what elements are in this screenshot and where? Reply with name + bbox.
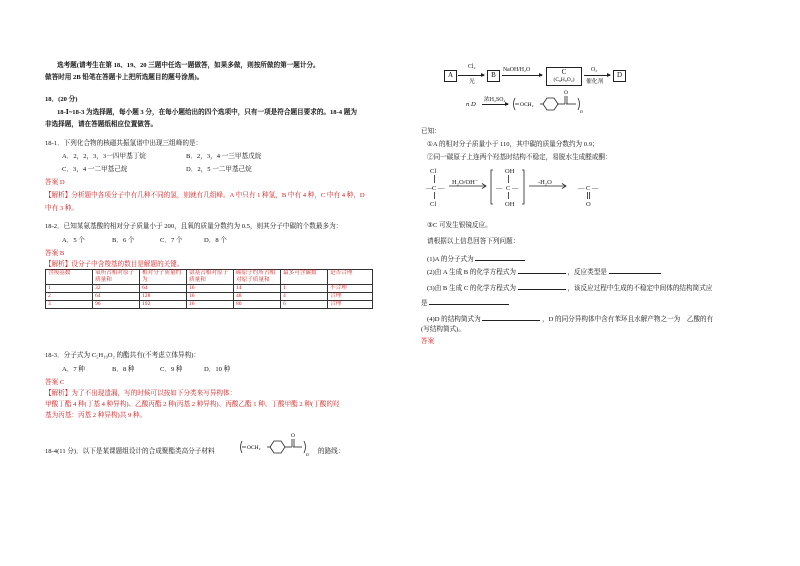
q18-3-stem: 18-3．分子式为 C₅H₁₀O₂ 的酯共有(不考虑立体异构)： [45, 352, 200, 359]
scheme-polyester-structure [512, 87, 592, 117]
table-header-cell: 最多可含碳数 [281, 270, 328, 285]
table-cell: 1 [46, 285, 93, 293]
table-cell: 3 [46, 301, 93, 309]
q18-2-option-c: C．7 个 [160, 237, 183, 244]
gem-diol-dehydration-equation [426, 164, 626, 210]
q18-intro-line-1: 18-Ⅰ~18-3 为选择题，每小题 3 分，在每小题给出的四个选项中，只有一项是符合题目要求的。18-4 题为 [57, 109, 357, 116]
known-item-1: ①A 的相对分子质量小于 110，其中碳的质量分数约为 0.9； [427, 141, 599, 148]
svg-text:—: — [592, 185, 599, 192]
q18-3-option-d: D．10 种 [204, 366, 231, 373]
svg-text:Cl: Cl [430, 201, 437, 208]
compound-c-box [546, 67, 582, 86]
q18-1-answer: 答案 D [45, 179, 65, 186]
table-cell: 96 [93, 301, 140, 309]
q18-4-stem: 18-4(11 分)．以下是某课题组设计的合成聚酯类高分子材料 [45, 448, 215, 455]
table-cell: 2 [46, 293, 93, 301]
answer-blank-3b[interactable] [429, 298, 509, 305]
instructions-line-1: 选考题(请考生在第 18、19、20 三题中任选一题做答，如果多做，则按所做的第一题计分。 [57, 62, 320, 69]
question-3 [427, 283, 712, 293]
q18-2-option-a: A．5 个 [62, 237, 85, 244]
table-cell: 128 [140, 293, 187, 301]
svg-text:—: — [438, 185, 445, 192]
reagent-o2: O₂ [591, 67, 598, 73]
svg-text:—: — [512, 185, 519, 192]
compound-d-box: D [613, 70, 626, 82]
table-cell: 合理 [328, 301, 373, 309]
table-cell: 6 [281, 301, 328, 309]
question-3-text-c: 是 [421, 300, 428, 307]
condition-catalyst: 催化剂 [586, 79, 604, 85]
table-cell: 16 [187, 293, 234, 301]
answer-blank-4a[interactable] [482, 314, 540, 321]
q18-2-option-b: B．6 个 [112, 237, 135, 244]
questions-intro: 请根据以上信息回答下列问题： [427, 238, 520, 245]
answer-blank-2a[interactable] [518, 267, 566, 274]
question-2-text-b: ，反应类型是 [567, 269, 607, 276]
q18-3-option-a: A．7 种 [62, 366, 85, 373]
answer-blank-1[interactable] [475, 254, 525, 261]
reagent-conc-h2so4: 浓H₂SO₄ [484, 97, 506, 103]
answer-blank-2b[interactable] [609, 267, 661, 274]
q18-1-analysis-line-2: 中有 3 种。 [45, 205, 78, 212]
question-4 [427, 314, 713, 324]
question-2-text: (2)由 A 生成 B 的化学方程式为 [427, 269, 517, 276]
table-header-cell: 氧所占相对原子质量和 [93, 270, 140, 285]
q18-1-option-d: D．2，5 一二甲基己烷 [186, 166, 252, 173]
q18-1-option-a: A．2，2，3，3一四甲基丁烷 [62, 153, 146, 160]
table-cell: 48 [234, 293, 281, 301]
q18-1-option-b: B．2，3，4 一三甲基戊烷 [186, 153, 262, 160]
table-cell: 192 [140, 301, 187, 309]
table-cell: 不合理 [328, 285, 373, 293]
known-item-3: ③C 可发生银镜反应。 [427, 222, 492, 229]
table-cell: 合理 [328, 293, 373, 301]
compound-b-box: B [487, 70, 500, 82]
polymer-unit-label: OCH₂ [247, 445, 261, 451]
question-4-cont: (写结构简式)。 [421, 326, 465, 333]
known-item-2: ②同一碳原子上连两个羟基时结构不稳定，易脱水生成醛或酮： [427, 154, 612, 161]
equation-reagent-water-hydroxide: H₂O/OH⁻ [452, 179, 479, 186]
question-3-text: (3)由 B 生成 C 的化学方程式为 [427, 285, 517, 292]
table-header-cell: 碳原子约所占相对原子质量和 [234, 270, 281, 285]
q18-1-analysis-line-1: 【解析】分析题中各项分子中有几种不同的氢，则就有几组峰。A 中只有 1 种氢，B 中有 4 种，C 中有 4 种，D [45, 192, 365, 199]
answer-blank-3a[interactable] [518, 283, 566, 290]
question-4-text-b: ，D 的同分异构体中含有苯环且水解产物之一为 乙酸的有 [541, 316, 714, 323]
table-header-cell: 含羧基数 [46, 270, 93, 285]
table-header-cell: 氨基占相对原子质量和 [187, 270, 234, 285]
table-cell: 64 [93, 293, 140, 301]
compound-c-formula: (C₈H₈O₂) [553, 77, 575, 83]
condition-light: 光 [469, 79, 475, 85]
svg-text:C: C [506, 185, 511, 192]
q18-4-route-label: 的路线： [318, 448, 345, 455]
q18-title: 18．(20 分) [45, 96, 78, 103]
svg-text:—: — [496, 185, 503, 192]
question-1-text: (1)A 的分子式为 [427, 256, 474, 263]
table-cell: 14 [234, 285, 281, 293]
polymer-n-label: n [306, 452, 309, 458]
table-header-row [46, 270, 373, 285]
svg-text:Cl: Cl [430, 168, 437, 175]
q18-3-option-b: B．8 种 [112, 366, 135, 373]
table-header-cell: 是否合理 [328, 270, 373, 285]
q18-1-option-c: C．3，4 一二甲基己烷 [62, 166, 128, 173]
table-row [46, 285, 373, 293]
polyester-structure [238, 429, 316, 465]
table-cell: 1 [281, 285, 328, 293]
q18-2-answer: 答案 B [45, 250, 65, 257]
table-row [46, 293, 373, 301]
svg-text:O: O [291, 433, 295, 439]
table-row [46, 301, 373, 309]
q18-1-stem: 18-1．下列化合物的核磁共振氢谱中出现三组峰的是： [45, 140, 203, 147]
table-cell: 4 [281, 293, 328, 301]
equation-minus-water: -H₂O [538, 179, 552, 186]
compound-c-label: C [561, 68, 567, 76]
arrow-a-to-b [458, 75, 484, 76]
svg-text:O: O [586, 201, 591, 208]
q18-3-option-c: C．9 种 [160, 366, 183, 373]
q18-2-analysis: 【解析】设分子中含羧基的数目是解题的关键。 [45, 261, 184, 268]
svg-text:—: — [578, 185, 585, 192]
svg-text:—: — [426, 185, 433, 192]
table-cell: 80 [234, 301, 281, 309]
q18-2-option-d: D．8 个 [204, 237, 227, 244]
question-4-text: (4)D 的结构简式为 [427, 316, 481, 323]
question-2 [427, 267, 661, 277]
svg-text:O: O [564, 90, 568, 96]
scheme-polymer-unit: OCH₂ [520, 102, 534, 108]
compound-a-box: A [444, 70, 457, 82]
arrow-c-to-d [584, 75, 610, 76]
known-title: 已知： [421, 128, 441, 135]
q18-3-answer: 答案 C [45, 379, 65, 386]
table-header-cell: 相对分子质量约为 [140, 270, 187, 285]
reagent-cl2: Cl₂ [468, 64, 476, 70]
table-cell: 32 [93, 285, 140, 293]
svg-text:C: C [586, 185, 591, 192]
reagent-naoh-water: NaOH/H₂O [503, 67, 531, 73]
n-d-label: n D [466, 101, 476, 108]
carboxyl-analysis-table [45, 269, 373, 309]
q18-2-stem: 18-2．已知某氨基酸的相对分子质量小于 200，且氧的质量分数约为 0.5，则其分子中碳的个数最多为： [45, 223, 343, 230]
instructions-line-2: 做答时用 2B 铅笔在答题卡上把所选题目的题号涂黑)。 [45, 74, 204, 81]
arrow-b-to-c [502, 75, 542, 76]
scheme-polymer-n: n [580, 109, 583, 115]
question-3-text-b: ，该反应过程中生成的不稳定中间体的结构简式应 [567, 285, 713, 292]
q18-3-analysis-line-2: 甲酸丁酯 4 种(丁基 4 种异构)、乙酸丙酯 2 种(丙基 2 种异构)、丙酸乙酯 1 种、丁酸甲酯 2 种(丁酸的羟 [45, 401, 340, 408]
q18-3-analysis-line-3: 基为丙基：丙基 2 种异构)共 9 种。 [45, 412, 147, 419]
q18-intro-line-2: 非选择题，请在答题纸相应位置做答。 [45, 121, 158, 128]
left-bracket [241, 441, 243, 453]
svg-text:OH: OH [505, 168, 515, 175]
q18-3-analysis-line-1: 【解析】为了不出现遗漏，写的时候可以按如下分类来写异构体： [45, 390, 237, 397]
svg-text:OH: OH [505, 201, 515, 208]
table-cell: 16 [187, 285, 234, 293]
question-3-cont [421, 298, 509, 308]
question-1 [427, 254, 525, 264]
table-cell: 64 [140, 285, 187, 293]
table-cell: 16 [187, 301, 234, 309]
right-answer-label: 答案 [421, 338, 435, 345]
arrow-d-to-polymer [482, 104, 508, 105]
svg-text:C: C [432, 185, 437, 192]
